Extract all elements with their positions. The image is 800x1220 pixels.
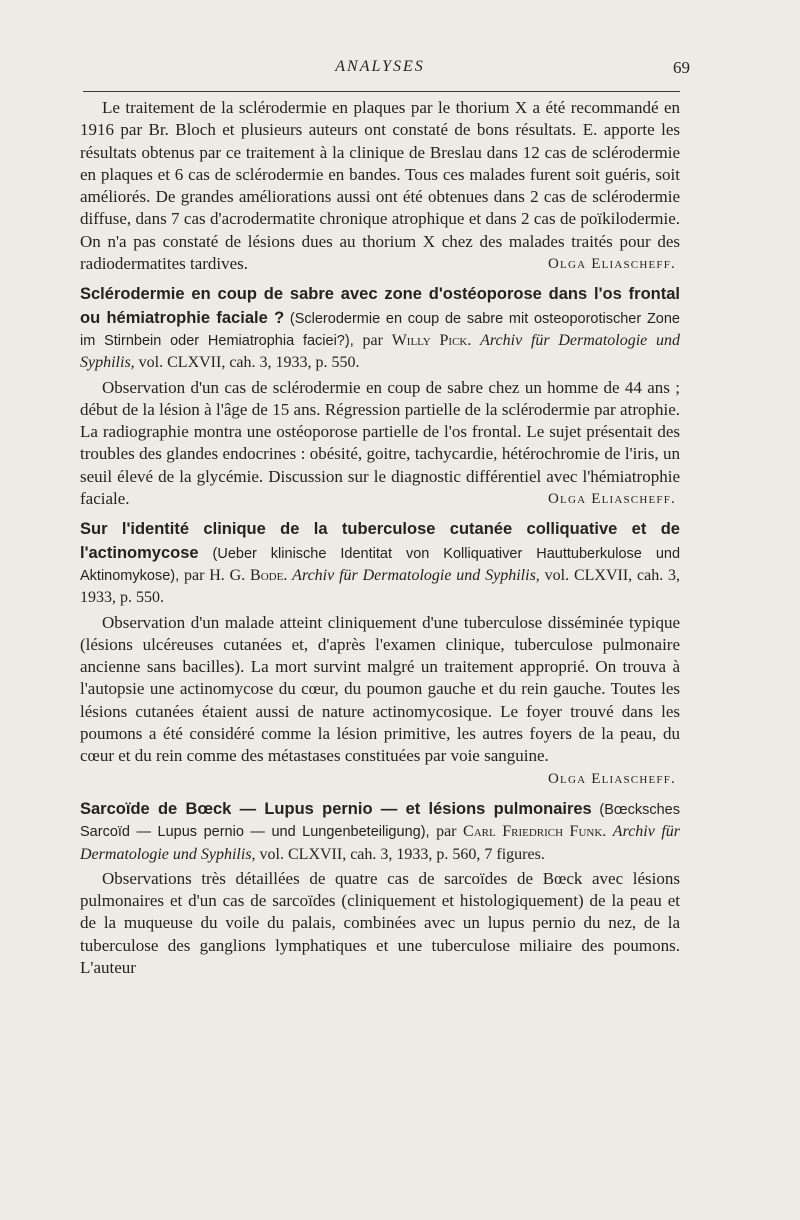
article-body [80, 868, 680, 979]
article-details: vol. CLXVII, cah. 3, 1933, p. 550. [138, 354, 360, 372]
article-signature: Olga Eliascheff. [548, 770, 676, 787]
article-heading [80, 283, 680, 374]
article-body [80, 612, 680, 787]
article-byline-prefix: par [436, 823, 457, 841]
article-original-ref: (Sclerodermie en coup de sabre mit osteoporotischer Zone im Stirnbein oder Hemiatrophia faciei?), [80, 310, 680, 349]
article-body-text: Observation d'un malade atteint cliniquement d'une tuberculose disséminée typique (lésions ulcéreuses cutanées et, d'après l'examen clinique, tuberculose pulmonaire ancienne sans bacilles). La mort survint malgré un traitement approprié. On trouva à l'autopsie une actinomycose du cœur, du poumon gauche et du rein gauche. Toutes les lésions cutanées étaient aussi de nature actinomycosique. Le foyer trouvé dans les poumons a été considéré comme la lésion primitive, les autres foyers de la peau, du cœur et du rein comme des métastases constituées par voie sanguine. [80, 612, 680, 766]
article-2 [80, 518, 680, 790]
article-author: Carl Friedrich Funk. [463, 823, 607, 841]
article-heading [80, 518, 680, 609]
intro-paragraph [80, 97, 680, 275]
article-title: Sur l'identité clinique de la tuberculose cutanée colliquative et de l'actinomycose [80, 520, 680, 562]
article-author: H. G. Bode. [209, 566, 288, 584]
intro-text: Le traitement de la sclérodermie en plaques par le thorium X a été recommandé en 1916 par Br. Bloch et plusieurs auteurs ont constaté de bons résultats. E. apporte les résultats obtenus par ce traitement à la clinique de Breslau dans 12 cas de sclérodermie en plaques et 6 cas de sclérodermie en bandes. Tous ces malades furent soit guéris, soit améliorés. De grandes améliorations aussi ont été obtenues dans 2 cas de sclérodermie diffuse, dans 7 cas d'acrodermatite chronique atrophique et dans 2 cas de poïkilodermie. On n'a pas constaté de lésions dues au thorium X chez des malades traités pour des radiodermatites tardives. [80, 98, 680, 274]
article-original-ref: (Ueber klinische Identitat von Kolliquativer Hauttuberkulose und Aktinomykose), [80, 545, 681, 584]
article-heading [80, 798, 680, 866]
page-content [80, 97, 680, 979]
article-author: Willy Pick. [391, 331, 472, 349]
article-title: Sarcoïde de Bœck — Lupus pernio — et lésions pulmonaires [80, 799, 592, 818]
article-body-text: Observation d'un cas de sclérodermie en coup de sabre chez un homme de 44 ans ; début de la lésion à l'âge de 15 ans. Régression partielle de la sclérodermie par atrophie. La radiographie montra une ostéoporose partielle de l'os frontal. Le sujet présentait des troubles des glandes endocrines : obésité, goitre, tachycardie, hétérochromie de l'iris, un seuil élevé de la glycémie. Discussion sur le diagnostic différentiel avec l'hémiatrophie faciale. [80, 377, 680, 509]
article-byline-prefix: par [183, 566, 205, 584]
article-details: vol. CLXVII, cah. 3, 1933, p. 560, 7 figures. [259, 845, 545, 863]
article-3 [80, 798, 680, 979]
running-head [80, 58, 690, 82]
article-body [80, 377, 680, 511]
article-title: Sclérodermie en coup de sabre avec zone d'ostéoporose dans l'os frontal ou hémiatrophie faciale ? [80, 285, 680, 327]
article-body-text: Observations très détaillées de quatre cas de sarcoïdes de Bœck avec lésions pulmonaires et d'un cas de sarcoïdes (cliniquement et histologiquement) de la peau et de la muqueuse du voile du palais, combinées avec un lupus pernio du nez, de la tuberculose des ganglions lymphatiques et une tuberculose miliaire des poumons. L'auteur [80, 868, 680, 977]
article-journal: Archiv für Dermatologie und Syphilis, [80, 823, 681, 863]
article-original-ref: (Bœcksches Sarcoïd — Lupus pernio — und Lungenbeteiligung), [80, 801, 680, 841]
article-journal: Archiv für Dermatologie und Syphilis, [80, 331, 681, 372]
page-number: 69 [673, 58, 690, 77]
intro-section [80, 97, 680, 275]
article-journal: Archiv für Dermatologie und Syphilis, [292, 566, 540, 584]
article-signature: Olga Eliascheff. [548, 491, 676, 508]
article-byline-prefix: par [362, 331, 383, 349]
article-1 [80, 283, 680, 510]
header-rule [83, 91, 680, 92]
article-details: vol. CLXVII, cah. 3, 1933, p. 550. [80, 566, 681, 607]
intro-signature: Olga Eliascheff. [548, 256, 676, 273]
running-title: ANALYSES [335, 58, 425, 75]
